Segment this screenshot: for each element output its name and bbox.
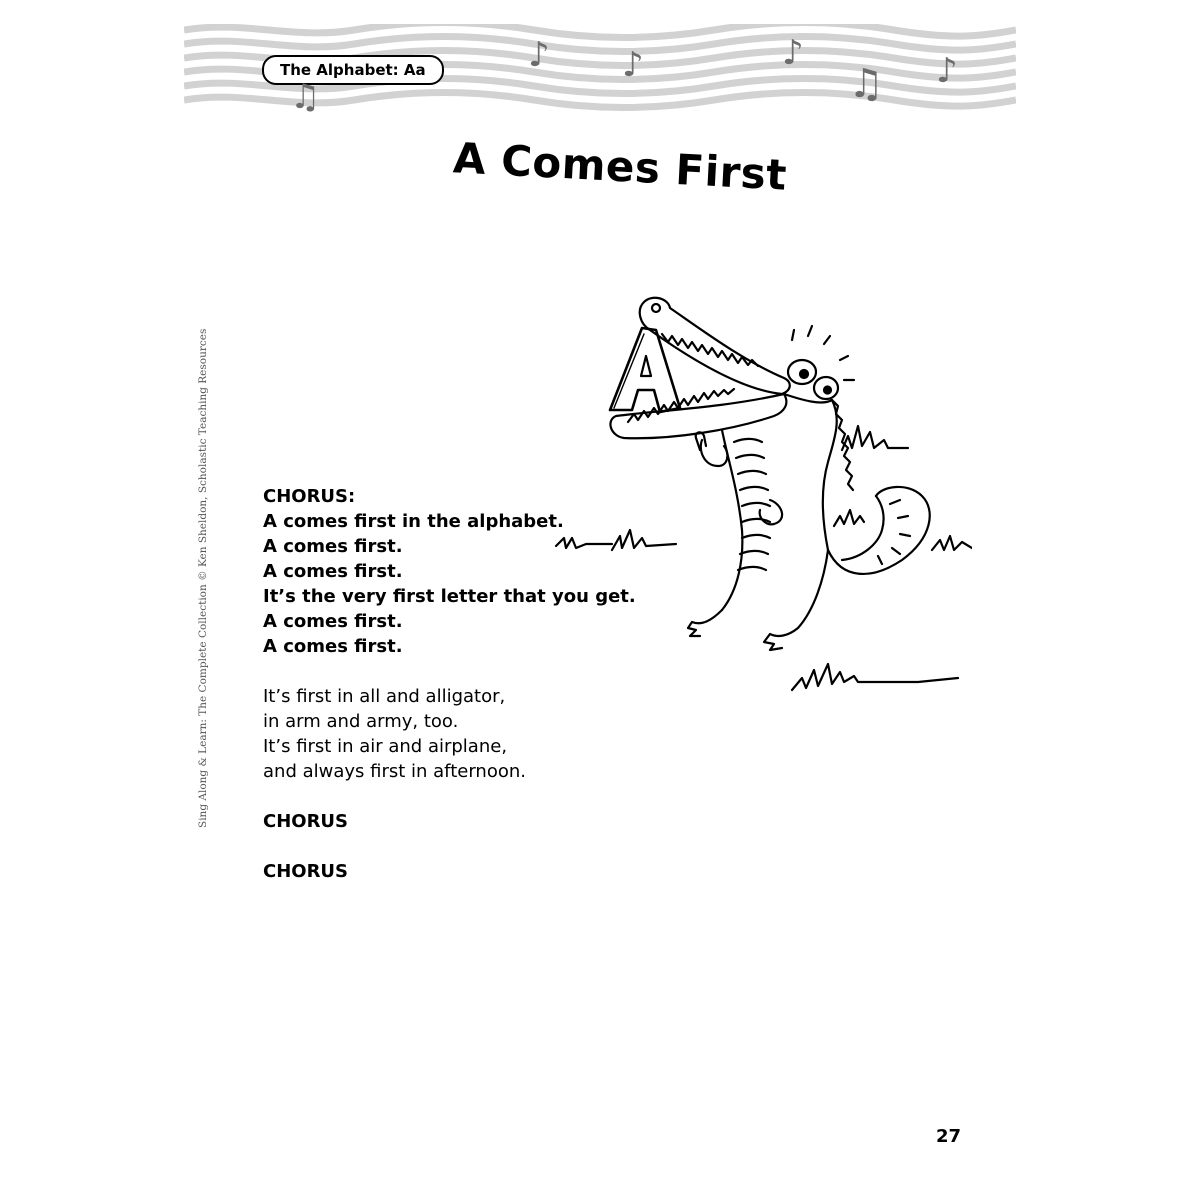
- chorus-line: It’s the very first letter that you get.: [263, 586, 636, 607]
- stanza-gap: [263, 784, 683, 809]
- side-credit: Sing Along & Learn: The Complete Collection © Ken Sheldon, Scholastic Teaching Resources: [197, 328, 209, 828]
- page-number: 27: [936, 1126, 962, 1147]
- chorus-line: A comes first.: [263, 636, 403, 657]
- chorus-heading: CHORUS:: [263, 486, 356, 507]
- chorus-repeat: CHORUS: [263, 811, 349, 832]
- music-note-icon: ♫: [290, 77, 321, 117]
- chorus-line: A comes first.: [263, 561, 403, 582]
- verse-line: in arm and army, too.: [263, 711, 459, 732]
- verse-line: It’s first in all and alligator,: [263, 686, 506, 707]
- music-note-icon: ♪: [528, 35, 550, 75]
- chorus-line: A comes first in the alphabet.: [263, 511, 564, 532]
- music-note-icon: ♪: [782, 33, 804, 73]
- verse-line: and always first in afternoon.: [263, 761, 526, 782]
- page-title: A Comes First: [451, 133, 789, 200]
- chorus-repeat: CHORUS: [263, 861, 349, 882]
- chorus-line: A comes first.: [263, 611, 403, 632]
- topic-label: The Alphabet: Aa: [262, 55, 444, 85]
- verse-line: It’s first in air and airplane,: [263, 736, 508, 757]
- music-note-icon: ♫: [848, 61, 884, 107]
- chorus-line: A comes first.: [263, 536, 403, 557]
- music-note-icon: ♪: [622, 45, 644, 85]
- stanza-gap: [263, 834, 683, 859]
- alligator-holding-letter-a-icon: [552, 290, 972, 700]
- music-note-icon: ♪: [936, 51, 958, 91]
